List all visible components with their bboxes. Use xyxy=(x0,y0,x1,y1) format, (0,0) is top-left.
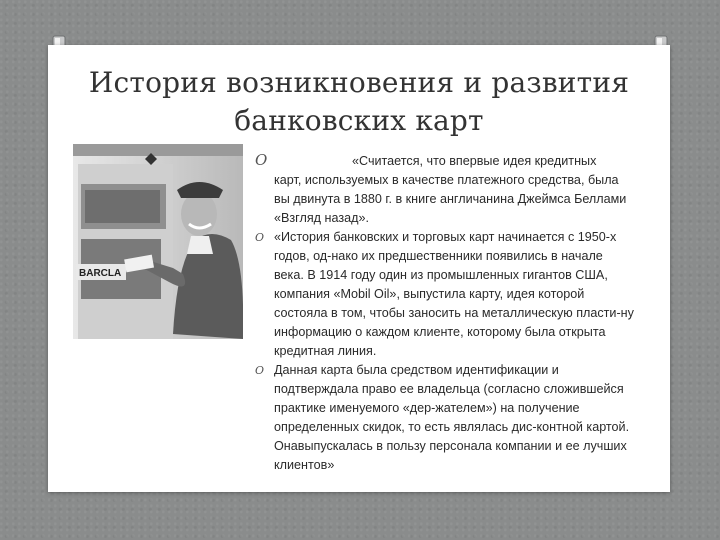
list-item xyxy=(255,228,635,361)
bullet-first-line: «Считается, что впервые идея кредитных xyxy=(352,154,597,168)
bank-sign-text: BARCLA xyxy=(79,268,122,279)
list-item xyxy=(255,361,635,475)
bullet-icon: O xyxy=(255,364,265,377)
bullet-list xyxy=(255,152,635,475)
slide-title xyxy=(48,64,670,140)
title-line-2: банковских карт xyxy=(234,104,484,137)
bullet-text: карт, используемых в качестве платежного средства, была вы двинута в 1880 г. в книге англичанина Джеймса Беллами «Взгляд назад». xyxy=(274,173,627,225)
atm-photo xyxy=(73,144,243,339)
bullet-icon: O xyxy=(255,231,265,244)
title-line-1: История возникновения и развития xyxy=(88,66,630,99)
list-item xyxy=(255,152,635,228)
bullet-text: «История банковских и торговых карт начинается с 1950-х годов, од-нако их предшественники появились в начале века. В 1914 году один из промышленных гигантов США, компания «Mobil Oil», выпустила карту, идея которой состояла в том, чтобы заносить на металлическую пласти-ну информацию о каждом клиенте, которому была открыта кредитная линия. xyxy=(274,230,634,358)
bullet-icon: O xyxy=(255,151,268,169)
bullet-text: Данная карта была средством идентификации и подтверждала право ее владельца (согласно сложившейся практике именуемого «дер-жателем») на получение определенных скидок, то есть являлась дис-контной картой. Онавыпускалась в пользу персонала компании и ее лучших клиентов» xyxy=(274,363,630,472)
